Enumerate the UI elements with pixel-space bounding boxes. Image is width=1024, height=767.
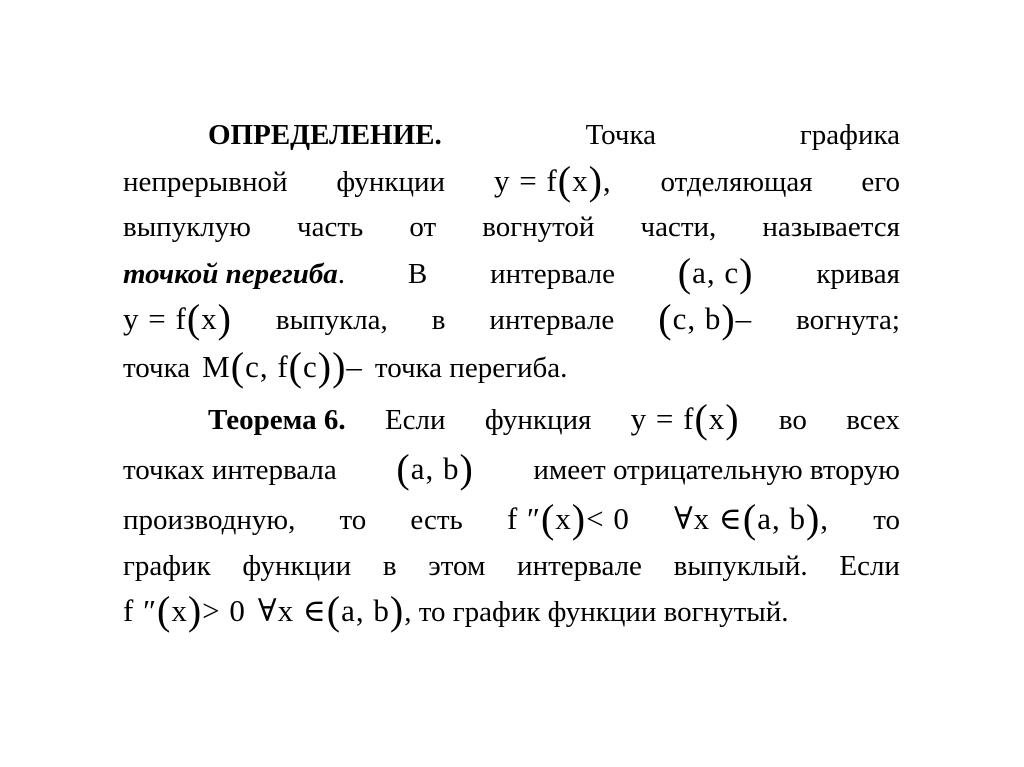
punctuation: , <box>820 501 830 536</box>
word: Точка <box>585 119 657 151</box>
math-paren: ( <box>230 344 246 389</box>
math-symbol: f <box>546 163 558 198</box>
formula-second-derivative-negative <box>507 496 630 542</box>
word: непрерывной <box>123 166 288 198</box>
math-symbol: = <box>519 163 538 198</box>
word: функции <box>336 166 446 198</box>
word: функция <box>484 404 592 436</box>
formula-forall-interval <box>258 588 404 634</box>
math-paren: ) <box>725 396 740 441</box>
word: выпуклую <box>123 211 251 243</box>
math-paren: ) <box>588 158 603 203</box>
word: интервале <box>517 550 642 582</box>
word: то <box>873 504 900 536</box>
definition-heading: ОПРЕДЕЛЕНИЕ. <box>208 119 442 151</box>
definition-line-5 <box>123 296 900 342</box>
word: части, <box>640 211 717 243</box>
word: имеет отрицательную вторую <box>533 454 900 486</box>
term-inflection-point <box>123 251 345 297</box>
word: выпукла, <box>275 304 388 336</box>
word: в <box>431 304 446 336</box>
math-paren: ( <box>742 496 758 541</box>
word: во <box>778 404 807 436</box>
math-paren: ( <box>677 250 693 295</box>
math-paren: ( <box>186 296 202 341</box>
math-paren: ) <box>187 588 203 633</box>
defined-term: точкой перегиба <box>123 258 338 290</box>
word: , то график функции вогнутый. <box>404 596 789 628</box>
definition-line-2 <box>123 158 900 204</box>
math-symbol: y = f <box>630 401 695 436</box>
math-paren: ( <box>540 496 556 541</box>
theorem-line-1 <box>123 396 900 442</box>
dash: – <box>735 301 753 336</box>
math-symbol: x <box>708 401 726 436</box>
math-paren: ) <box>217 296 232 341</box>
word: в <box>382 550 397 582</box>
math-paren: ) <box>332 344 347 389</box>
word: производную, <box>123 504 296 536</box>
formula-interval-c-b <box>658 296 752 342</box>
dash: – <box>346 349 363 384</box>
word: часть <box>297 211 364 243</box>
word: точках интервала <box>123 454 337 486</box>
math-paren: ) <box>571 496 587 541</box>
math-symbol: a, b <box>341 593 390 628</box>
math-symbol: c, b <box>672 301 722 336</box>
word: кривая <box>816 258 900 290</box>
theorem-line-5 <box>123 588 900 634</box>
math-symbol: y = f <box>123 301 187 336</box>
math-symbol: a, c <box>692 255 740 290</box>
word: всех <box>846 404 900 436</box>
punctuation: . <box>337 258 346 290</box>
word: вогнутой <box>482 211 595 243</box>
math-paren: ( <box>396 446 411 491</box>
word: графика <box>799 119 900 151</box>
word: выпуклый. <box>673 550 808 582</box>
word: есть <box>410 504 463 536</box>
math-symbol: f ″ <box>506 501 541 536</box>
math-paren: ) <box>805 496 821 541</box>
math-symbol: x <box>201 301 218 336</box>
word: В <box>407 258 428 290</box>
theorem-line-4 <box>123 543 900 589</box>
math-symbol: a, b <box>410 451 460 486</box>
math-paren: ( <box>288 344 303 389</box>
word: его <box>861 166 900 198</box>
math-symbol: ∀x ∈ <box>673 501 743 536</box>
formula-interval-a-c <box>678 250 754 296</box>
math-symbol: x <box>555 501 572 536</box>
math-paren: ( <box>326 588 342 633</box>
math-symbol: y <box>493 163 511 198</box>
math-paren: ) <box>389 588 405 633</box>
math-symbol: ∀x ∈ <box>257 593 327 628</box>
word: точка перегиба. <box>374 352 568 384</box>
math-symbol: M <box>202 349 231 384</box>
word: функции <box>242 550 352 582</box>
math-paren: ) <box>739 250 754 295</box>
word: этом <box>428 550 486 582</box>
definition-line-1 <box>123 112 900 158</box>
math-paren: ( <box>694 396 709 441</box>
math-paren: ( <box>557 158 573 203</box>
word: называется <box>762 211 900 243</box>
formula-point-m <box>202 344 363 390</box>
definition-line-3 <box>123 204 900 250</box>
word: точка <box>123 352 191 384</box>
math-symbol: f ″ <box>123 593 157 628</box>
word: то <box>339 504 367 536</box>
theorem-heading: Теорема 6. <box>208 404 346 436</box>
math-paren: ) <box>721 296 736 341</box>
math-symbol: > 0 <box>202 593 246 628</box>
word: от <box>409 211 437 243</box>
math-paren: ( <box>658 296 673 341</box>
math-symbol: x <box>171 593 188 628</box>
theorem-line-2 <box>123 446 900 492</box>
math-symbol: c, f <box>245 349 289 384</box>
word: отделяющая <box>660 166 813 198</box>
formula-y-equals-f-x <box>631 396 740 442</box>
word: Если <box>839 550 900 582</box>
math-paren: ) <box>317 344 333 389</box>
math-paren: ( <box>157 588 172 633</box>
formula-y-equals-f-x <box>494 158 612 204</box>
formula-second-derivative-positive <box>123 588 246 634</box>
math-paren: ) <box>459 446 474 491</box>
definition-line-4 <box>123 250 900 296</box>
word: график <box>123 550 211 582</box>
formula-interval-a-b <box>396 446 473 492</box>
word: интервале <box>490 258 615 290</box>
word: Если <box>384 404 446 436</box>
math-symbol: < 0 <box>586 501 630 536</box>
theorem-line-3 <box>123 496 900 542</box>
math-symbol: a, b <box>757 501 806 536</box>
word: интервале <box>489 304 615 336</box>
math-symbol: c <box>302 349 318 384</box>
formula-forall-interval <box>674 496 829 542</box>
definition-line-6 <box>123 344 900 390</box>
word: вогнута; <box>796 304 900 336</box>
math-symbol: x <box>572 163 589 198</box>
formula-y-equals-f-x <box>123 296 232 342</box>
punctuation: , <box>602 163 612 198</box>
